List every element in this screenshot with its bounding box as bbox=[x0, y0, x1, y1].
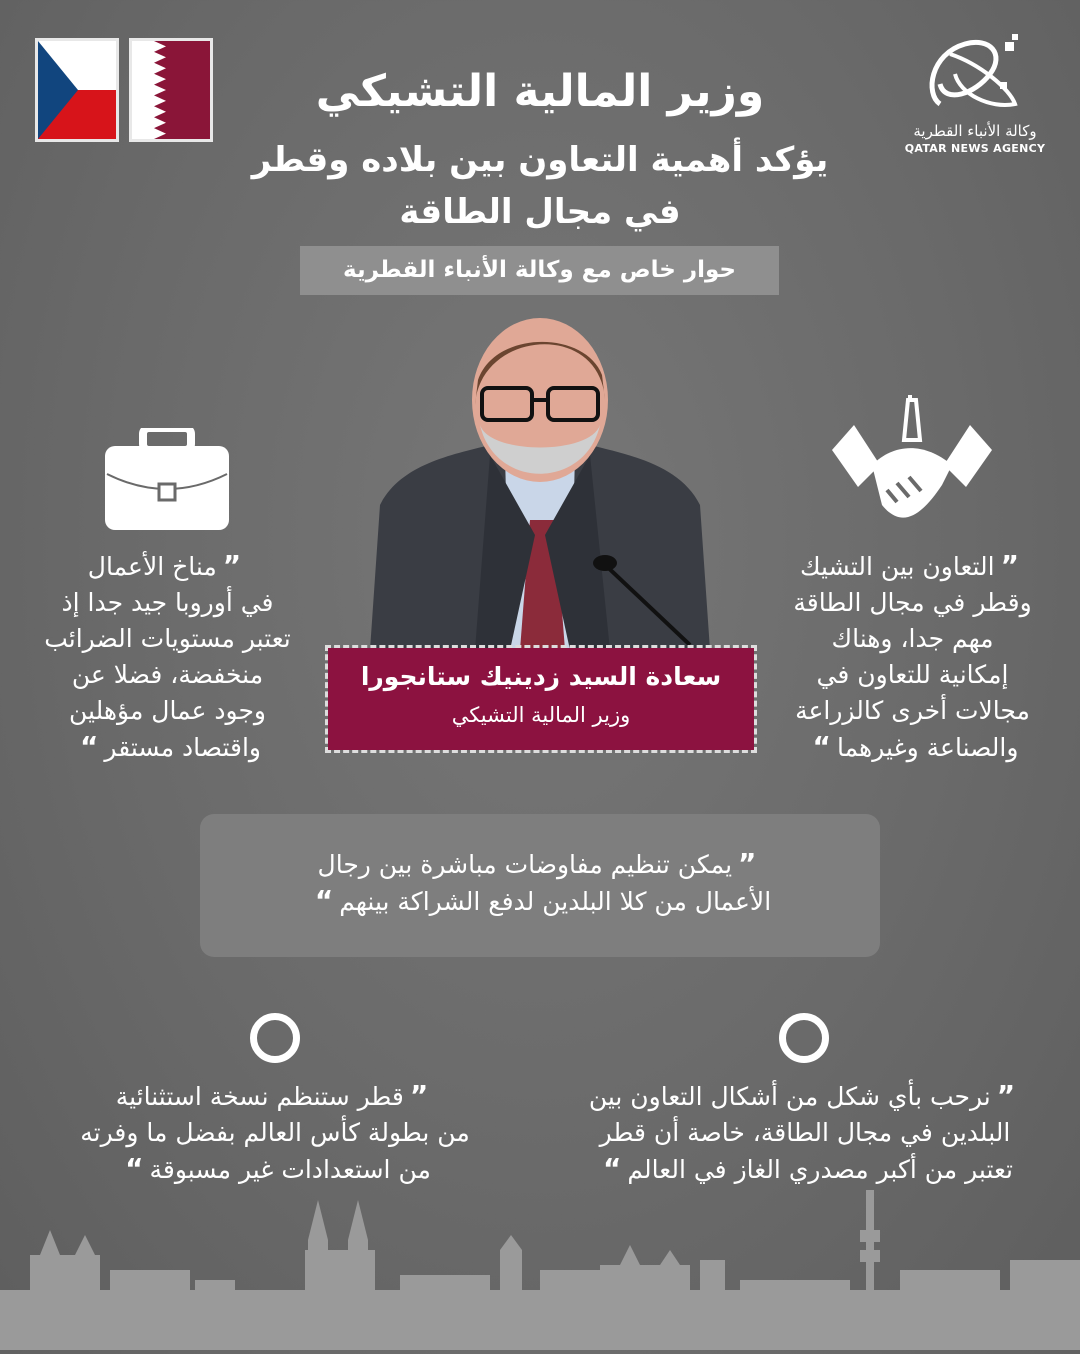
quote-line: إمكانية للتعاون في bbox=[816, 660, 1009, 689]
close-quote-mark: “ bbox=[314, 884, 334, 917]
quote-line: مناخ الأعمال bbox=[87, 552, 217, 581]
quote-line: تعتبر من أكبر مصدري الغاز في العالم bbox=[627, 1155, 1014, 1184]
open-quote-mark: ” bbox=[409, 1079, 429, 1112]
quote-line: تعتبر مستويات الضرائب bbox=[44, 624, 291, 653]
open-quote-mark: ” bbox=[738, 847, 757, 880]
open-quote-mark: ” bbox=[1000, 549, 1020, 582]
quote-line: واقتصاد مستقر bbox=[104, 733, 261, 762]
close-quote-mark: “ bbox=[812, 730, 831, 763]
quote-line: الأعمال من كلا البلدين لدفع الشراكة بينهم bbox=[339, 887, 772, 916]
quote-line: نرحب بأي شكل من أشكال التعاون بين bbox=[588, 1082, 991, 1111]
quote-right bbox=[770, 548, 1055, 766]
prague-skyline bbox=[0, 1190, 1080, 1354]
quote-line: من استعدادات غير مسبوقة bbox=[149, 1155, 431, 1184]
quote-bottom-left bbox=[40, 1078, 510, 1188]
quote-line: من بطولة كأس العالم بفضل ما وفرته bbox=[80, 1118, 470, 1147]
quote-line: البلدين في مجال الطاقة، خاصة أن قطر bbox=[599, 1118, 1011, 1147]
logo-arabic: وكالة الأنباء القطرية bbox=[913, 122, 1037, 140]
open-quote-mark: ” bbox=[996, 1079, 1016, 1112]
close-quote-mark: “ bbox=[125, 1152, 144, 1185]
quote-line: والصناعة وغيرهما bbox=[836, 733, 1019, 762]
quote-line: وقطر في مجال الطاقة bbox=[793, 588, 1032, 617]
quote-line: منخفضة، فضلا عن bbox=[71, 660, 264, 689]
interview-tag: حوار خاص مع وكالة الأنباء القطرية bbox=[300, 246, 779, 295]
subtitle-line: في مجال الطاقة bbox=[399, 192, 681, 232]
bullet-ring-icon bbox=[250, 1013, 300, 1063]
quote-line: في أوروبا جيد جدا إذ bbox=[61, 588, 274, 617]
minister-photo bbox=[370, 305, 710, 650]
quote-left bbox=[30, 548, 305, 766]
quote-line: قطر ستنظم نسخة استثنائية bbox=[115, 1082, 404, 1111]
quote-line: مجالات أخرى كالزراعة bbox=[795, 696, 1030, 725]
close-quote-mark: “ bbox=[602, 1152, 622, 1185]
quote-line: التعاون بين التشيك bbox=[799, 552, 995, 581]
minister-name: سعادة السيد زدينيك ستانجورا bbox=[360, 662, 722, 691]
briefcase-icon bbox=[105, 428, 229, 534]
page-subtitle bbox=[200, 134, 880, 238]
logo-english: QATAR NEWS AGENCY bbox=[904, 142, 1046, 155]
bullet-ring-icon bbox=[779, 1013, 829, 1063]
minister-name-box bbox=[328, 648, 754, 750]
open-quote-mark: ” bbox=[222, 549, 242, 582]
quote-line: مهم جدا، وهناك bbox=[831, 624, 994, 653]
czech-flag bbox=[35, 38, 119, 142]
page-title: وزير المالية التشيكي bbox=[315, 66, 765, 117]
quote-line: يمكن تنظيم مفاوضات مباشرة بين رجال bbox=[317, 850, 733, 879]
quote-line: وجود عمال مؤهلين bbox=[69, 696, 266, 725]
qna-orbit-icon bbox=[920, 34, 1030, 114]
qna-logo bbox=[900, 34, 1050, 155]
quote-bottom-right bbox=[560, 1078, 1050, 1188]
minister-role: وزير المالية التشيكي bbox=[451, 703, 631, 727]
handshake-oil-rig-icon bbox=[832, 395, 992, 534]
subtitle-line: يؤكد أهمية التعاون بين بلاده وقطر bbox=[251, 140, 829, 180]
quote-middle-box bbox=[200, 814, 880, 957]
close-quote-mark: “ bbox=[80, 730, 99, 763]
quote-middle bbox=[200, 846, 880, 920]
